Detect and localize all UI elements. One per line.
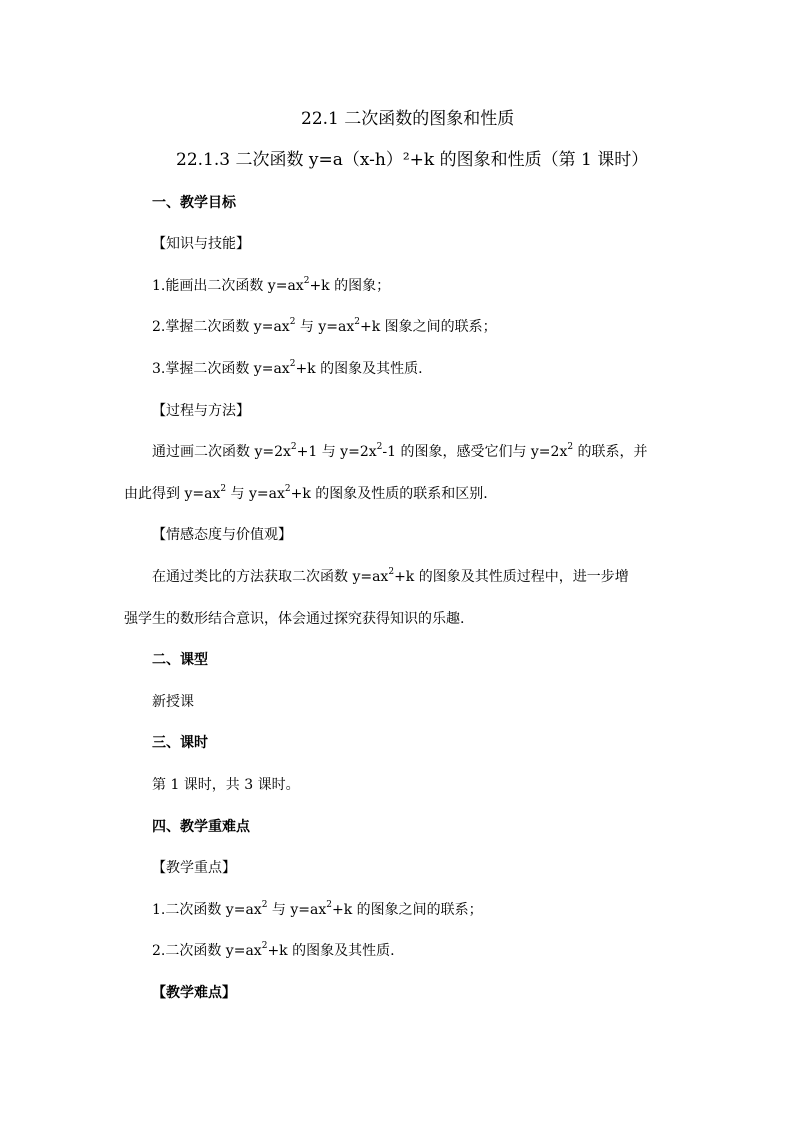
- subheading-process: 【过程与方法】: [152, 403, 250, 419]
- knowledge-item-1: 1.能画出二次函数 $y=ax^2+k$ 的图象；: [152, 276, 391, 294]
- knowledge-item-3: 3.掌握二次函数 $y=ax^2+k$ 的图象及其性质.: [152, 359, 423, 377]
- hours-value: 第 1 课时，共 3 课时。: [152, 777, 300, 793]
- section-heading-key-points: 四、教学重难点: [152, 819, 250, 835]
- emotion-line-2: 强学生的数形结合意识，体会通过探究获得知识的乐趣.: [124, 611, 465, 627]
- section-heading-objectives: 一、教学目标: [152, 195, 236, 211]
- knowledge-item-2: 2.掌握二次函数 $y=ax^2$ 与 $y=ax^2+k$ 图象之间的联系；: [152, 317, 497, 335]
- section-heading-hours: 三、课时: [152, 735, 208, 751]
- process-line-1: 通过画二次函数 $y=2x^2+1$ 与 $y=2x^2-1$ 的图象，感受它们与 $y=2x^2$ 的联系，并: [152, 442, 648, 460]
- process-line-2: 由此得到 $y=ax^2$ 与 $y=ax^2+k$ 的图象及性质的联系和区别.: [124, 484, 488, 502]
- emotion-line-1: 在通过类比的方法获取二次函数 $y=ax^2+k$ 的图象及其性质过程中，进一步增: [152, 567, 629, 585]
- subheading-key: 【教学重点】: [152, 860, 236, 876]
- subheading-difficult: 【教学难点】: [152, 985, 236, 1001]
- document-subtitle: 22.1.3 二次函数 y=a（x-h）²+k 的图象和性质（第 1 课时）: [176, 150, 649, 170]
- section-heading-type: 二、课型: [152, 652, 208, 668]
- key-item-1: 1.二次函数 $y=ax^2$ 与 $y=ax^2+k$ 的图象之间的联系；: [152, 900, 483, 918]
- type-value: 新授课: [152, 694, 194, 710]
- subheading-knowledge: 【知识与技能】: [152, 236, 250, 252]
- key-item-2: 2.二次函数 $y=ax^2+k$ 的图象及其性质.: [152, 941, 395, 959]
- subheading-emotion: 【情感态度与价值观】: [152, 527, 292, 543]
- document-title: 22.1 二次函数的图象和性质: [301, 109, 515, 129]
